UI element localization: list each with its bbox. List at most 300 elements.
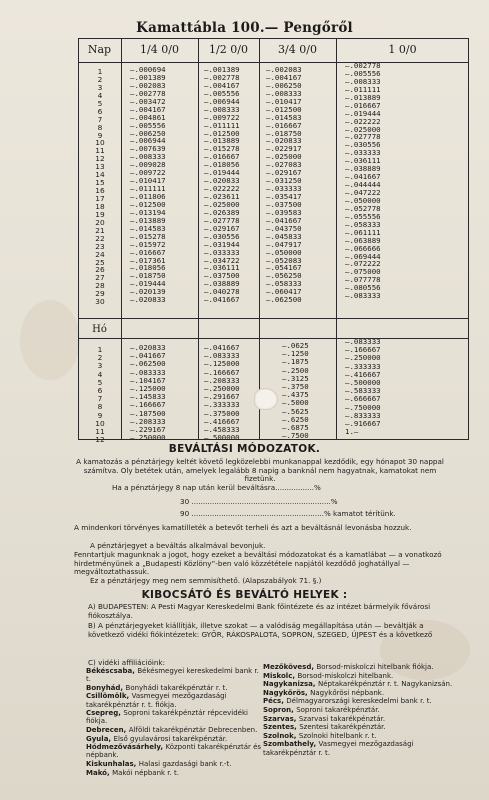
table-cell-month: 6 <box>97 386 103 396</box>
table-cell-value: —.056250 <box>266 271 302 281</box>
table-cell-value: —.035417 <box>266 192 302 201</box>
affiliate-bank: Vasmegyei mezőgazdasági takarékpénztár r. t. <box>263 740 414 757</box>
affiliate-bank: Halasi gazdasági bank r.-t. <box>138 759 232 768</box>
table-cell-value: —.018056 <box>204 160 240 170</box>
table-cell-value: —.001389 <box>130 72 166 82</box>
one-percent-column <box>345 62 381 300</box>
table-cell-value: —.2500 <box>282 365 309 375</box>
table-cell-value: —.333333 <box>204 400 240 410</box>
month-quarter-column <box>130 344 166 442</box>
affiliate-bank: Bonyhádi takarékpénztár r. t. <box>125 683 228 692</box>
table-cell-value: —.008333 <box>204 104 240 114</box>
table-cell-value: —.004167 <box>130 104 166 114</box>
table-cell-day: 6 <box>97 106 103 116</box>
affiliate-city: Szarvas, <box>263 714 299 723</box>
affiliate-city: Csillömölk, <box>86 692 132 701</box>
table-cell-value: —.006944 <box>204 96 240 106</box>
table-cell-day: 24 <box>95 249 105 259</box>
table-cell-value: —.041667 <box>345 172 381 182</box>
table-cell-value: —.083333 <box>130 367 166 377</box>
table-cell-day: 17 <box>95 194 105 203</box>
table-cell-value: —.038889 <box>204 279 240 289</box>
affiliate-entry <box>86 760 264 768</box>
affiliate-city: Hódmezővásárhely, <box>86 743 166 752</box>
table-cell-value: —.011111 <box>130 184 166 194</box>
table-cell-value: —.458333 <box>204 425 240 435</box>
table-cell-value: —.013889 <box>204 136 240 146</box>
table-cell-day: 11 <box>95 146 105 156</box>
affiliate-bank: Nagykőrösi népbank. <box>310 688 385 697</box>
table-cell-value: —.3125 <box>282 373 309 383</box>
table-cell-value: —.014583 <box>130 223 166 233</box>
table-cell-value: —.013194 <box>130 207 166 217</box>
table-cell-value: —.011111 <box>204 120 240 130</box>
table-cell-day: 23 <box>95 241 105 251</box>
table-cell-value: —.004167 <box>204 80 240 90</box>
table-cell-value: —.014583 <box>266 112 302 122</box>
table-cell-value: —.029167 <box>204 223 240 233</box>
affiliate-city: Bonyhád, <box>86 683 126 692</box>
redemption-paragraph-1: A kamatozás a pénztárjegy keltét követő legközelebbi munkanappal kezdődik, egy hónapot 30 nappal számítva. Oly betétek után, amelyek legalább 8 napig a banknál nem hagyatnak, kamatokat nem fizetünk. <box>76 457 444 484</box>
table-cell-value: —.291667 <box>204 392 240 402</box>
table-cell-value: —.4375 <box>282 390 309 400</box>
table-cell-value: —.500000 <box>345 378 381 388</box>
redemption-30-days: 30 .............................................................% <box>180 497 338 506</box>
table-cell-value: —.1875 <box>282 357 309 367</box>
table-cell-day: 21 <box>95 225 105 235</box>
table-cell-value: —.004861 <box>130 112 166 122</box>
affiliate-bank: Délmagyarországi kereskedelmi bank r. t. <box>286 697 432 706</box>
table-cell-value: —.019444 <box>130 279 166 289</box>
table-cell-value: —.125000 <box>204 359 240 369</box>
table-cell-value: —.058333 <box>345 219 381 229</box>
table-cell-value: —.005556 <box>345 68 381 78</box>
table-cell-value: —.004167 <box>266 72 302 82</box>
table-cell-day: 20 <box>95 217 105 227</box>
table-cell-value: —.027083 <box>266 160 302 170</box>
header-quarter-percent: 1/4 0/0 <box>140 43 179 56</box>
table-cell-value: —.047917 <box>266 239 302 249</box>
table-cell-value: —.500000 <box>204 433 240 443</box>
table-cell-day: 22 <box>95 233 105 243</box>
issuer-affiliates-heading: C) vidéki affiliációink: <box>88 658 166 667</box>
table-cell-value: —.027778 <box>345 132 381 142</box>
table-cell-value: —.750000 <box>345 402 381 412</box>
table-cell-value: —.012500 <box>130 199 166 209</box>
table-cell-value: —.250000 <box>204 384 240 394</box>
table-cell-value: —.006250 <box>266 80 302 90</box>
table-cell-value: —.002083 <box>266 65 302 74</box>
table-cell-day: 7 <box>97 114 103 124</box>
table-cell-value: —.055556 <box>345 211 381 221</box>
table-cell-value: —.008333 <box>266 88 302 98</box>
table-cell-value: —.019444 <box>345 108 381 118</box>
affiliate-entry <box>86 684 264 692</box>
table-cell-value: —.062500 <box>266 295 302 305</box>
table-cell-value: —.031944 <box>204 239 240 249</box>
table-cell-value: —.033333 <box>204 247 240 257</box>
affiliate-bank: Vasmegyei mezőgazdasági takarékpénztár r. t. fiókja. <box>86 692 227 709</box>
table-cell-value: —.010417 <box>266 96 302 106</box>
redemption-90-days: 90 ..........................................................% kamatot térítünk. <box>180 509 396 518</box>
table-cell-value: —.008333 <box>130 152 166 162</box>
affiliate-city: Szentes, <box>263 723 300 732</box>
table-cell-value: —.013889 <box>345 92 381 102</box>
table-cell-value: —.3750 <box>282 382 309 392</box>
redemption-paragraph-2: Ha a pénztárjegy 8 nap után kerül beváltásra.................% <box>112 483 321 492</box>
table-cell-value: —.002083 <box>130 80 166 90</box>
table-cell-value: —.020833 <box>130 343 166 352</box>
month-half-column <box>204 344 240 442</box>
affiliate-entry <box>86 769 264 777</box>
table-cell-value: —.060417 <box>266 287 302 297</box>
table-cell-value: 1.— <box>345 427 359 437</box>
table-cell-value: —.062500 <box>130 359 166 369</box>
table-cell-value: —.030556 <box>345 140 381 150</box>
affiliate-bank: Szentesi takarékpénztár. <box>299 723 386 732</box>
table-cell-value: —.027778 <box>204 215 240 225</box>
table-cell-value: —.7500 <box>282 431 309 441</box>
table-cell-value: —.041667 <box>204 343 240 352</box>
table-cell-value: —.005556 <box>204 88 240 98</box>
table-divider <box>198 38 199 440</box>
table-cell-value: —.002778 <box>345 61 381 70</box>
table-cell-day: 27 <box>95 273 105 283</box>
table-cell-value: —.052083 <box>266 255 302 265</box>
table-cell-value: —.041667 <box>266 215 302 225</box>
three-quarter-percent-column <box>266 66 302 304</box>
table-cell-day: 29 <box>95 289 105 299</box>
affiliate-entry <box>263 706 453 714</box>
table-cell-value: —.016667 <box>130 247 166 257</box>
table-cell-value: —.104167 <box>130 375 166 385</box>
affiliate-entry <box>263 689 453 697</box>
table-cell-month: 1 <box>97 345 103 354</box>
table-cell-value: —.066666 <box>345 243 381 253</box>
table-cell-value: —.005556 <box>130 120 166 130</box>
table-cell-day: 25 <box>95 257 105 267</box>
table-cell-value: —.011806 <box>130 192 166 201</box>
table-header-rule <box>78 62 469 63</box>
table-cell-value: —.030556 <box>204 231 240 241</box>
affiliate-city: Sopron, <box>263 705 297 714</box>
table-cell-value: —.416667 <box>204 416 240 426</box>
table-cell-value: —.015278 <box>130 231 166 241</box>
issuer-budapest: A) BUDAPESTEN: A Pesti Magyar Kereskedelmi Bank főintézete és az intézet bármelyik fővárosi fiókosztálya. <box>88 602 431 620</box>
table-cell-value: —.015278 <box>204 144 240 154</box>
redemption-paragraph-6: Ez a pénztárjegy meg nem semmisíthető. (Alapszabályok 71. §.) <box>90 576 322 585</box>
table-cell-value: —.125000 <box>130 384 166 394</box>
affiliate-bank: Békésmegyei kereskedelmi bank r. t. <box>86 667 259 684</box>
table-cell-value: —.020833 <box>266 136 302 146</box>
table-cell-value: —.016667 <box>204 152 240 162</box>
table-cell-day: 3 <box>97 82 103 92</box>
table-cell-value: —.039583 <box>266 207 302 217</box>
affiliate-city: Mezőkövesd, <box>263 663 317 671</box>
table-cell-value: —.015972 <box>130 239 166 249</box>
table-cell-value: —.009028 <box>130 160 166 170</box>
table-cell-value: —.020139 <box>130 287 166 297</box>
table-cell-value: —.050000 <box>266 247 302 257</box>
header-nap: Nap <box>87 43 112 56</box>
table-cell-value: —.022917 <box>266 144 302 154</box>
table-cell-value: —.002778 <box>130 88 166 98</box>
table-cell-day: 9 <box>97 130 103 140</box>
table-cell-value: —.0625 <box>282 341 309 350</box>
affiliate-city: Debrecen, <box>86 725 129 734</box>
table-cell-day: 1 <box>97 67 103 76</box>
table-cell-value: —.075000 <box>345 267 381 277</box>
table-cell-value: —.047222 <box>345 188 381 197</box>
table-cell-day: 2 <box>97 74 103 84</box>
affiliate-entry <box>263 680 453 688</box>
table-cell-value: —.008333 <box>345 76 381 86</box>
affiliate-bank: Borsod-miskolczi hitelbank. <box>297 671 394 680</box>
table-cell-day: 10 <box>95 138 105 148</box>
table-cell-value: —.031250 <box>266 176 302 186</box>
table-cell-value: —.069444 <box>345 251 381 261</box>
affiliate-city: Nagykanizsa, <box>263 680 318 689</box>
table-cell-value: —.026389 <box>204 207 240 217</box>
table-cell-value: —.006250 <box>130 128 166 138</box>
table-cell-value: —.010417 <box>130 176 166 186</box>
header-three-quarter-percent: 3/4 0/0 <box>278 43 317 56</box>
table-cell-value: —.208333 <box>130 416 166 426</box>
affiliate-entry <box>86 726 264 734</box>
table-cell-value: —.033333 <box>266 184 302 194</box>
table-cell-value: —.333333 <box>345 361 381 371</box>
table-cell-value: —.080556 <box>345 283 381 293</box>
redemption-heading: BEVÁLTÁSI MÓDOZATOK. <box>168 443 321 455</box>
table-cell-day: 5 <box>97 98 103 108</box>
affiliate-bank: Néptakarékpénztár r. t. Nagykanizsán. <box>317 680 453 689</box>
table-cell-value: —.077778 <box>345 275 381 285</box>
table-cell-value: —.006944 <box>130 136 166 146</box>
table-cell-value: —.025000 <box>204 199 240 209</box>
table-cell-value: —.6250 <box>282 414 309 424</box>
table-cell-value: —.009722 <box>204 112 240 122</box>
table-cell-day: 19 <box>95 209 105 219</box>
affiliate-bank: Borsod-miskolczi hitelbank fiókja. <box>316 663 434 671</box>
table-cell-day: 30 <box>95 297 105 307</box>
table-cell-value: —.012500 <box>204 128 240 138</box>
table-cell-value: —.043750 <box>266 223 302 233</box>
table-section-rule <box>78 338 469 339</box>
paper-stain <box>20 300 80 380</box>
table-cell-value: —.033333 <box>345 148 381 158</box>
table-cell-value: —.250000 <box>130 433 166 443</box>
affiliate-bank: Makói népbank r. t. <box>112 768 179 777</box>
table-cell-value: —.034722 <box>204 255 240 265</box>
table-cell-value: —.037500 <box>266 199 302 209</box>
table-cell-value: —.016667 <box>345 100 381 110</box>
table-cell-value: —.6875 <box>282 423 309 433</box>
table-cell-value: —.002778 <box>204 72 240 82</box>
table-cell-value: —.5625 <box>282 406 309 416</box>
affiliate-bank: Alföldi takarékpénztár Debrecenben. <box>128 725 258 734</box>
table-cell-value: —.375000 <box>204 408 240 418</box>
table-cell-month: 2 <box>97 353 103 363</box>
table-cell-value: —.061111 <box>345 227 381 237</box>
table-divider <box>336 38 337 440</box>
table-cell-month: 4 <box>97 369 103 379</box>
table-cell-value: —.019444 <box>204 168 240 178</box>
header-one-percent: 1 0/0 <box>388 43 417 56</box>
table-cell-month: 3 <box>97 361 103 371</box>
affiliate-entry <box>263 723 453 731</box>
table-cell-value: —.166667 <box>345 345 381 355</box>
table-cell-value: —.045833 <box>266 231 302 241</box>
table-cell-value: —.017361 <box>130 255 166 265</box>
table-cell-day: 4 <box>97 90 103 100</box>
table-cell-day: 28 <box>95 281 105 291</box>
table-cell-value: —.208333 <box>204 375 240 385</box>
affiliate-city: Szolnok, <box>263 731 299 740</box>
table-cell-month: 5 <box>97 377 103 387</box>
table-cell-month: 7 <box>97 394 103 404</box>
table-cell-value: —.036111 <box>204 263 240 273</box>
table-cell-value: —.018750 <box>130 271 166 281</box>
table-divider <box>121 38 122 440</box>
affiliate-entry <box>263 697 453 705</box>
table-cell-day: 8 <box>97 122 103 132</box>
table-cell-value: —.166667 <box>130 400 166 410</box>
month-one-column <box>345 338 381 436</box>
affiliate-city: Kiskunhalas, <box>86 759 139 768</box>
table-cell-day: 12 <box>95 154 105 164</box>
affiliate-bank: Központi takarékpénztár és népbank. <box>86 743 262 760</box>
table-cell-value: —.025000 <box>345 124 381 134</box>
table-cell-value: —.050000 <box>345 195 381 205</box>
redemption-paragraph-4: A pénztárjegyet a beváltás alkalmával bevonjuk. <box>90 541 266 550</box>
table-cell-value: —.013889 <box>130 215 166 225</box>
table-cell-value: —.023611 <box>204 192 240 201</box>
table-cell-value: —.022222 <box>345 116 381 126</box>
table-cell-month: 11 <box>95 427 105 437</box>
table-cell-value: —.038889 <box>345 164 381 174</box>
affiliate-entry <box>86 743 264 759</box>
affiliate-bank: Első gyulavárosi takarékpénztár. <box>113 734 228 743</box>
table-cell-month: 8 <box>97 402 103 412</box>
table-cell-value: —.029167 <box>266 168 302 178</box>
affiliate-city: Pécs, <box>263 697 287 706</box>
issuer-heading: KIBOCSÁTÓ ÉS BEVÁLTÓ HELYEK : <box>141 589 348 601</box>
table-cell-value: —.916667 <box>345 419 381 429</box>
affiliate-entry <box>86 692 264 708</box>
table-cell-value: —.1250 <box>282 349 309 359</box>
table-divider <box>259 38 260 440</box>
affiliate-entry <box>86 667 264 683</box>
affiliate-entry <box>263 672 453 680</box>
table-cell-value: —.044444 <box>345 180 381 190</box>
table-cell-value: —.011111 <box>345 84 381 94</box>
table-cell-value: —.666667 <box>345 394 381 404</box>
table-cell-value: —.041667 <box>204 295 240 305</box>
table-cell-value: —.016667 <box>266 120 302 130</box>
affiliate-city: Nagykőrös, <box>263 688 311 697</box>
table-cell-day: 15 <box>95 178 105 188</box>
affiliate-entry <box>263 732 453 740</box>
table-cell-value: —.025000 <box>266 152 302 162</box>
table-cell-value: —.250000 <box>345 353 381 363</box>
table-cell-value: —.083333 <box>345 291 381 301</box>
page-title: Kamattábla 100.— Pengőről <box>136 20 353 36</box>
affiliate-entry <box>263 740 453 756</box>
table-cell-value: —.833333 <box>345 410 381 420</box>
header-half-percent: 1/2 0/0 <box>209 43 248 56</box>
table-cell-value: —.022222 <box>204 184 240 194</box>
redemption-paragraph-3: A mindenkori törvényes kamatilleték a betevőt terheli és azt a beváltásnál levonásba hozzuk. <box>74 523 412 532</box>
table-cell-value: —.145833 <box>130 392 166 402</box>
table-cell-value: —.020833 <box>204 176 240 186</box>
table-cell-day: 26 <box>95 265 105 275</box>
table-cell-day: 13 <box>95 162 105 172</box>
table-cell-value: —.003472 <box>130 96 166 106</box>
table-cell-value: —.052778 <box>345 203 381 213</box>
affiliate-bank: Szarvasi takarékpénztár. <box>298 714 386 723</box>
redemption-paragraph-5: Fenntartjuk magunknak a jogot, hogy ezeket a beváltási módozatokat és a kamatlábat — a vonatkozó hirdetményünek a „Budapesti Közlöny”-ben való közzététele napjától kezdődő joghatállyal — megváltoztathassuk. <box>74 550 442 577</box>
table-cell-value: —.000694 <box>130 65 166 74</box>
table-cell-month: 12 <box>95 435 105 445</box>
table-section-rule <box>78 318 469 319</box>
month-column <box>82 346 118 444</box>
affiliate-bank: Soproni takarékpénztár répcevidéki fiókja. <box>86 709 248 726</box>
table-cell-value: —.018750 <box>266 128 302 138</box>
affiliate-bank: Soproni takarékpénztár. <box>296 705 380 714</box>
table-cell-value: —.072222 <box>345 259 381 269</box>
table-cell-value: —.040278 <box>204 287 240 297</box>
table-cell-value: —.012500 <box>266 104 302 114</box>
affiliate-bank: Szolnoki hitelbank r. t. <box>298 731 377 740</box>
table-cell-value: —.036111 <box>345 156 381 166</box>
table-cell-value: —.583333 <box>345 386 381 396</box>
affiliate-entry <box>263 663 453 671</box>
day-column <box>82 68 118 306</box>
table-cell-value: —.054167 <box>266 263 302 273</box>
table-cell-value: —.187500 <box>130 408 166 418</box>
table-cell-value: —.083333 <box>345 337 381 346</box>
affiliate-city: Csepreg, <box>86 709 124 718</box>
table-cell-value: —.058333 <box>266 279 302 289</box>
half-percent-column <box>204 66 240 304</box>
paper-hole <box>254 388 278 410</box>
affiliate-city: Makó, <box>86 768 113 777</box>
table-cell-day: 18 <box>95 201 105 211</box>
affiliate-city: Békéscsaba, <box>86 667 138 675</box>
affiliate-city: Miskolc, <box>263 671 298 680</box>
table-cell-value: —.020833 <box>130 295 166 305</box>
affiliate-list-right <box>263 663 453 757</box>
table-cell-value: —.009722 <box>130 168 166 178</box>
affiliate-entry <box>263 715 453 723</box>
table-cell-value: —.001389 <box>204 65 240 74</box>
table-cell-value: —.083333 <box>204 351 240 361</box>
table-cell-month: 10 <box>95 418 105 428</box>
issuer-provincial-branches: B) A pénztárjegyeket kiállítják, illetve szokat — a valódiság megállapítása után — beváltják a következő vidéki fiókintézetek: GYŐR, RÁKOSPALOTA, SOPRON, SZEGED, ÚJPEST és a következő <box>88 621 433 639</box>
table-cell-value: —.007639 <box>130 144 166 154</box>
table-cell-month: 9 <box>97 410 103 420</box>
affiliate-city: Szombathely, <box>263 740 319 749</box>
table-cell-value: —.166667 <box>204 367 240 377</box>
affiliate-list-left <box>86 667 264 777</box>
affiliate-entry <box>86 735 264 743</box>
table-cell-value: —.063889 <box>345 235 381 245</box>
table-cell-value: —.229167 <box>130 425 166 435</box>
table-cell-value: —.5000 <box>282 398 309 408</box>
ho-label: Hó <box>92 324 107 335</box>
quarter-percent-column <box>130 66 166 304</box>
table-cell-value: —.018056 <box>130 263 166 273</box>
